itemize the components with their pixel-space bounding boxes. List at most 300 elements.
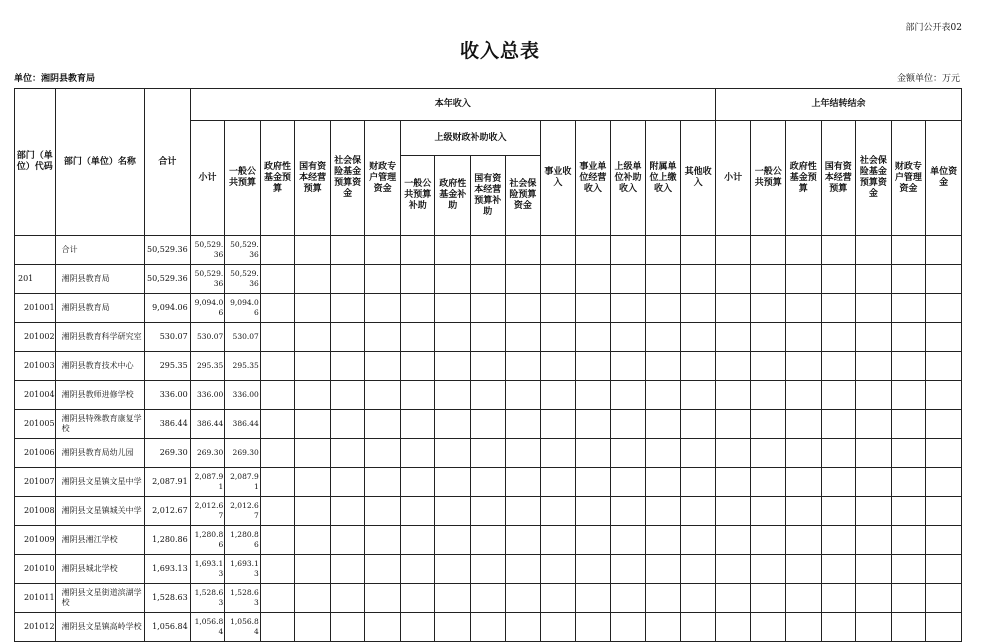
row-general-budget-cell: 530.07 bbox=[225, 323, 261, 352]
col-subtotal: 小计 bbox=[190, 121, 225, 236]
empty-cell bbox=[541, 555, 576, 584]
row-name-cell: 湘阴县湘江学校 bbox=[55, 526, 144, 555]
col-co-state-capital: 国有资本经营预算 bbox=[821, 121, 856, 236]
empty-cell bbox=[260, 439, 295, 468]
empty-cell bbox=[435, 236, 471, 265]
empty-cell bbox=[505, 555, 541, 584]
row-name-cell: 湘阴县教育技术中心 bbox=[55, 352, 144, 381]
col-co-social: 社会保险基金预算资金 bbox=[856, 121, 892, 236]
table-row bbox=[15, 613, 962, 642]
empty-cell bbox=[681, 236, 716, 265]
table-row bbox=[15, 381, 962, 410]
empty-cell bbox=[365, 294, 401, 323]
empty-cell bbox=[260, 381, 295, 410]
empty-cell bbox=[785, 352, 821, 381]
table-row bbox=[15, 236, 962, 265]
empty-cell bbox=[330, 439, 365, 468]
empty-cell bbox=[681, 294, 716, 323]
empty-cell bbox=[856, 265, 892, 294]
empty-cell bbox=[541, 236, 576, 265]
empty-cell bbox=[856, 439, 892, 468]
empty-cell bbox=[645, 294, 681, 323]
row-total-cell: 9,094.06 bbox=[145, 294, 191, 323]
empty-cell bbox=[611, 526, 646, 555]
empty-cell bbox=[260, 352, 295, 381]
empty-cell bbox=[541, 381, 576, 410]
table-row bbox=[15, 555, 962, 584]
empty-cell bbox=[541, 439, 576, 468]
empty-cell bbox=[785, 294, 821, 323]
empty-cell bbox=[575, 236, 611, 265]
empty-cell bbox=[926, 294, 962, 323]
col-other-income: 其他收入 bbox=[681, 121, 716, 236]
empty-cell bbox=[785, 526, 821, 555]
empty-cell bbox=[541, 323, 576, 352]
empty-cell bbox=[471, 410, 506, 439]
empty-cell bbox=[751, 555, 786, 584]
col-general-budget: 一般公共预算 bbox=[225, 121, 261, 236]
empty-cell bbox=[681, 265, 716, 294]
row-total-cell: 1,280.86 bbox=[145, 526, 191, 555]
unit-label: 单位：湘阴县教育局 bbox=[14, 74, 96, 84]
empty-cell bbox=[295, 468, 331, 497]
empty-cell bbox=[471, 381, 506, 410]
empty-cell bbox=[611, 323, 646, 352]
row-subtotal-cell: 50,529.36 bbox=[190, 236, 225, 265]
empty-cell bbox=[330, 294, 365, 323]
empty-cell bbox=[751, 497, 786, 526]
row-total-cell: 2,012.67 bbox=[145, 497, 191, 526]
col-social-insurance: 社会保险基金预算资金 bbox=[330, 121, 365, 236]
table-row bbox=[15, 410, 962, 439]
empty-cell bbox=[645, 439, 681, 468]
row-total-cell: 1,693.13 bbox=[145, 555, 191, 584]
empty-cell bbox=[645, 236, 681, 265]
empty-cell bbox=[891, 584, 926, 613]
row-general-budget-cell: 2,087.91 bbox=[225, 468, 261, 497]
empty-cell bbox=[715, 497, 751, 526]
empty-cell bbox=[785, 265, 821, 294]
empty-cell bbox=[821, 468, 856, 497]
empty-cell bbox=[785, 439, 821, 468]
row-subtotal-cell: 1,056.84 bbox=[190, 613, 225, 642]
empty-cell bbox=[821, 410, 856, 439]
empty-cell bbox=[715, 323, 751, 352]
row-total-cell: 295.35 bbox=[145, 352, 191, 381]
empty-cell bbox=[575, 584, 611, 613]
empty-cell bbox=[856, 468, 892, 497]
empty-cell bbox=[365, 555, 401, 584]
empty-cell bbox=[751, 584, 786, 613]
row-code-cell: 201009 bbox=[15, 526, 56, 555]
row-name-cell: 湘阴县文星镇城关中学 bbox=[55, 497, 144, 526]
empty-cell bbox=[751, 294, 786, 323]
empty-cell bbox=[435, 323, 471, 352]
empty-cell bbox=[400, 410, 435, 439]
empty-cell bbox=[715, 526, 751, 555]
empty-cell bbox=[541, 352, 576, 381]
empty-cell bbox=[260, 555, 295, 584]
empty-cell bbox=[575, 497, 611, 526]
empty-cell bbox=[505, 468, 541, 497]
empty-cell bbox=[891, 352, 926, 381]
col-upper-social: 社会保险预算资金 bbox=[505, 156, 541, 236]
empty-cell bbox=[891, 265, 926, 294]
col-upper-unit-subsidy: 上级单位补助收入 bbox=[611, 121, 646, 236]
empty-cell bbox=[471, 613, 506, 642]
col-upper-gov-fund: 政府性基金补助 bbox=[435, 156, 471, 236]
empty-cell bbox=[856, 526, 892, 555]
empty-cell bbox=[926, 381, 962, 410]
empty-cell bbox=[611, 294, 646, 323]
empty-cell bbox=[821, 323, 856, 352]
empty-cell bbox=[681, 323, 716, 352]
empty-cell bbox=[681, 410, 716, 439]
empty-cell bbox=[681, 439, 716, 468]
empty-cell bbox=[891, 294, 926, 323]
empty-cell bbox=[435, 497, 471, 526]
empty-cell bbox=[505, 265, 541, 294]
row-code-cell: 201 bbox=[15, 265, 56, 294]
table-row bbox=[15, 294, 962, 323]
empty-cell bbox=[856, 584, 892, 613]
empty-cell bbox=[751, 381, 786, 410]
empty-cell bbox=[715, 468, 751, 497]
empty-cell bbox=[435, 294, 471, 323]
row-name-cell: 湘阴县文星镇高岭学校 bbox=[55, 613, 144, 642]
col-co-general: 一般公共预算 bbox=[751, 121, 786, 236]
empty-cell bbox=[611, 410, 646, 439]
row-code-cell: 201002 bbox=[15, 323, 56, 352]
empty-cell bbox=[926, 526, 962, 555]
row-name-cell: 湘阴县教育科学研究室 bbox=[55, 323, 144, 352]
empty-cell bbox=[400, 236, 435, 265]
table-row bbox=[15, 352, 962, 381]
table-row bbox=[15, 323, 962, 352]
empty-cell bbox=[611, 352, 646, 381]
empty-cell bbox=[260, 526, 295, 555]
col-upper-state-capital: 国有资本经营预算补助 bbox=[471, 156, 506, 236]
empty-cell bbox=[715, 352, 751, 381]
row-name-cell: 湘阴县教师进修学校 bbox=[55, 381, 144, 410]
empty-cell bbox=[575, 294, 611, 323]
row-subtotal-cell: 2,012.67 bbox=[190, 497, 225, 526]
empty-cell bbox=[645, 410, 681, 439]
empty-cell bbox=[435, 468, 471, 497]
empty-cell bbox=[365, 265, 401, 294]
row-name-cell: 合计 bbox=[55, 236, 144, 265]
empty-cell bbox=[645, 381, 681, 410]
empty-cell bbox=[435, 410, 471, 439]
empty-cell bbox=[611, 439, 646, 468]
empty-cell bbox=[681, 468, 716, 497]
table-row bbox=[15, 497, 962, 526]
col-affiliated-turnover: 附属单位上缴收入 bbox=[645, 121, 681, 236]
row-name-cell: 湘阴县城北学校 bbox=[55, 555, 144, 584]
empty-cell bbox=[891, 381, 926, 410]
empty-cell bbox=[891, 526, 926, 555]
empty-cell bbox=[365, 323, 401, 352]
empty-cell bbox=[856, 352, 892, 381]
col-code: 部门（单位）代码 bbox=[15, 89, 56, 236]
empty-cell bbox=[295, 236, 331, 265]
empty-cell bbox=[856, 294, 892, 323]
empty-cell bbox=[926, 236, 962, 265]
empty-cell bbox=[681, 555, 716, 584]
empty-cell bbox=[435, 613, 471, 642]
empty-cell bbox=[821, 294, 856, 323]
empty-cell bbox=[821, 381, 856, 410]
page-title: 收入总表 bbox=[459, 40, 540, 62]
empty-cell bbox=[330, 468, 365, 497]
empty-cell bbox=[891, 439, 926, 468]
empty-cell bbox=[295, 410, 331, 439]
empty-cell bbox=[330, 613, 365, 642]
row-code-cell: 201012 bbox=[15, 613, 56, 642]
empty-cell bbox=[505, 323, 541, 352]
empty-cell bbox=[295, 555, 331, 584]
empty-cell bbox=[260, 236, 295, 265]
col-co-fiscal-special: 财政专户管理资金 bbox=[891, 121, 926, 236]
empty-cell bbox=[330, 497, 365, 526]
empty-cell bbox=[611, 236, 646, 265]
row-total-cell: 2,087.91 bbox=[145, 468, 191, 497]
row-subtotal-cell: 1,280.86 bbox=[190, 526, 225, 555]
empty-cell bbox=[575, 381, 611, 410]
row-code-cell: 201005 bbox=[15, 410, 56, 439]
empty-cell bbox=[785, 323, 821, 352]
empty-cell bbox=[330, 410, 365, 439]
empty-cell bbox=[926, 439, 962, 468]
empty-cell bbox=[295, 294, 331, 323]
empty-cell bbox=[611, 497, 646, 526]
empty-cell bbox=[891, 613, 926, 642]
empty-cell bbox=[295, 323, 331, 352]
empty-cell bbox=[260, 497, 295, 526]
empty-cell bbox=[400, 294, 435, 323]
empty-cell bbox=[435, 526, 471, 555]
empty-cell bbox=[435, 584, 471, 613]
empty-cell bbox=[365, 468, 401, 497]
row-general-budget-cell: 386.44 bbox=[225, 410, 261, 439]
empty-cell bbox=[400, 526, 435, 555]
empty-cell bbox=[715, 294, 751, 323]
row-total-cell: 1,528.63 bbox=[145, 584, 191, 613]
empty-cell bbox=[856, 613, 892, 642]
form-number: 部门公开表02 bbox=[905, 23, 962, 33]
empty-cell bbox=[435, 265, 471, 294]
empty-cell bbox=[365, 236, 401, 265]
row-general-budget-cell: 269.30 bbox=[225, 439, 261, 468]
row-general-budget-cell: 50,529.36 bbox=[225, 236, 261, 265]
row-subtotal-cell: 9,094.06 bbox=[190, 294, 225, 323]
empty-cell bbox=[715, 265, 751, 294]
empty-cell bbox=[541, 265, 576, 294]
empty-cell bbox=[365, 381, 401, 410]
empty-cell bbox=[785, 613, 821, 642]
empty-cell bbox=[541, 497, 576, 526]
empty-cell bbox=[435, 555, 471, 584]
empty-cell bbox=[435, 352, 471, 381]
empty-cell bbox=[575, 526, 611, 555]
empty-cell bbox=[471, 323, 506, 352]
empty-cell bbox=[575, 410, 611, 439]
empty-cell bbox=[891, 410, 926, 439]
row-subtotal-cell: 336.00 bbox=[190, 381, 225, 410]
empty-cell bbox=[541, 294, 576, 323]
empty-cell bbox=[645, 323, 681, 352]
table-row bbox=[15, 439, 962, 468]
empty-cell bbox=[785, 468, 821, 497]
empty-cell bbox=[575, 352, 611, 381]
empty-cell bbox=[505, 584, 541, 613]
empty-cell bbox=[541, 468, 576, 497]
empty-cell bbox=[435, 381, 471, 410]
col-career-business: 事业单位经营收入 bbox=[575, 121, 611, 236]
col-current-year: 本年收入 bbox=[190, 89, 715, 121]
table-row bbox=[15, 265, 962, 294]
empty-cell bbox=[365, 439, 401, 468]
empty-cell bbox=[715, 613, 751, 642]
empty-cell bbox=[505, 381, 541, 410]
empty-cell bbox=[471, 526, 506, 555]
empty-cell bbox=[611, 265, 646, 294]
row-name-cell: 湘阴县文星镇文星中学 bbox=[55, 468, 144, 497]
empty-cell bbox=[751, 352, 786, 381]
empty-cell bbox=[400, 381, 435, 410]
row-total-cell: 386.44 bbox=[145, 410, 191, 439]
col-gov-fund: 政府性基金预算 bbox=[260, 121, 295, 236]
empty-cell bbox=[856, 323, 892, 352]
empty-cell bbox=[681, 526, 716, 555]
empty-cell bbox=[645, 468, 681, 497]
empty-cell bbox=[260, 613, 295, 642]
empty-cell bbox=[295, 526, 331, 555]
row-name-cell: 湘阴县教育局幼儿园 bbox=[55, 439, 144, 468]
empty-cell bbox=[891, 323, 926, 352]
row-subtotal-cell: 269.30 bbox=[190, 439, 225, 468]
empty-cell bbox=[785, 584, 821, 613]
row-code-cell bbox=[15, 236, 56, 265]
empty-cell bbox=[785, 381, 821, 410]
empty-cell bbox=[751, 265, 786, 294]
empty-cell bbox=[611, 381, 646, 410]
row-name-cell: 湘阴县文星街道滨湖学校 bbox=[55, 584, 144, 613]
row-code-cell: 201010 bbox=[15, 555, 56, 584]
empty-cell bbox=[715, 439, 751, 468]
empty-cell bbox=[611, 468, 646, 497]
empty-cell bbox=[751, 613, 786, 642]
col-upper-subsidy: 上级财政补助收入 bbox=[400, 121, 540, 156]
empty-cell bbox=[471, 265, 506, 294]
col-total: 合计 bbox=[145, 89, 191, 236]
row-total-cell: 530.07 bbox=[145, 323, 191, 352]
empty-cell bbox=[891, 468, 926, 497]
amount-unit-label: 金额单位：万元 bbox=[896, 74, 960, 84]
row-general-budget-cell: 2,012.67 bbox=[225, 497, 261, 526]
empty-cell bbox=[471, 236, 506, 265]
empty-cell bbox=[541, 526, 576, 555]
table-row bbox=[15, 526, 962, 555]
empty-cell bbox=[645, 352, 681, 381]
row-general-budget-cell: 1,693.13 bbox=[225, 555, 261, 584]
empty-cell bbox=[645, 265, 681, 294]
empty-cell bbox=[505, 613, 541, 642]
row-total-cell: 336.00 bbox=[145, 381, 191, 410]
empty-cell bbox=[435, 439, 471, 468]
empty-cell bbox=[751, 410, 786, 439]
empty-cell bbox=[295, 613, 331, 642]
empty-cell bbox=[330, 381, 365, 410]
row-name-cell: 湘阴县教育局 bbox=[55, 265, 144, 294]
empty-cell bbox=[505, 439, 541, 468]
empty-cell bbox=[611, 584, 646, 613]
empty-cell bbox=[365, 352, 401, 381]
col-co-gov-fund: 政府性基金预算 bbox=[785, 121, 821, 236]
empty-cell bbox=[400, 497, 435, 526]
empty-cell bbox=[330, 352, 365, 381]
empty-cell bbox=[295, 381, 331, 410]
empty-cell bbox=[751, 439, 786, 468]
table-row bbox=[15, 584, 962, 613]
empty-cell bbox=[505, 352, 541, 381]
row-subtotal-cell: 1,693.13 bbox=[190, 555, 225, 584]
col-co-unit-fund: 单位资金 bbox=[926, 121, 962, 236]
empty-cell bbox=[365, 497, 401, 526]
row-code-cell: 201008 bbox=[15, 497, 56, 526]
empty-cell bbox=[856, 236, 892, 265]
table-body bbox=[15, 236, 962, 642]
empty-cell bbox=[400, 468, 435, 497]
empty-cell bbox=[365, 584, 401, 613]
empty-cell bbox=[575, 265, 611, 294]
empty-cell bbox=[505, 294, 541, 323]
empty-cell bbox=[575, 323, 611, 352]
empty-cell bbox=[821, 613, 856, 642]
empty-cell bbox=[365, 526, 401, 555]
row-code-cell: 201004 bbox=[15, 381, 56, 410]
empty-cell bbox=[471, 497, 506, 526]
empty-cell bbox=[295, 584, 331, 613]
col-upper-general: 一般公共预算补助 bbox=[400, 156, 435, 236]
empty-cell bbox=[505, 497, 541, 526]
empty-cell bbox=[821, 497, 856, 526]
row-subtotal-cell: 386.44 bbox=[190, 410, 225, 439]
empty-cell bbox=[471, 555, 506, 584]
empty-cell bbox=[365, 613, 401, 642]
col-co-subtotal: 小计 bbox=[715, 121, 751, 236]
empty-cell bbox=[471, 468, 506, 497]
empty-cell bbox=[400, 439, 435, 468]
empty-cell bbox=[295, 352, 331, 381]
row-general-budget-cell: 336.00 bbox=[225, 381, 261, 410]
empty-cell bbox=[751, 526, 786, 555]
empty-cell bbox=[400, 323, 435, 352]
empty-cell bbox=[645, 555, 681, 584]
empty-cell bbox=[611, 613, 646, 642]
empty-cell bbox=[926, 555, 962, 584]
empty-cell bbox=[785, 236, 821, 265]
row-code-cell: 201001 bbox=[15, 294, 56, 323]
empty-cell bbox=[330, 265, 365, 294]
row-total-cell: 50,529.36 bbox=[145, 265, 191, 294]
empty-cell bbox=[645, 497, 681, 526]
row-code-cell: 201007 bbox=[15, 468, 56, 497]
empty-cell bbox=[681, 352, 716, 381]
row-general-budget-cell: 50,529.36 bbox=[225, 265, 261, 294]
empty-cell bbox=[260, 265, 295, 294]
row-subtotal-cell: 2,087.91 bbox=[190, 468, 225, 497]
